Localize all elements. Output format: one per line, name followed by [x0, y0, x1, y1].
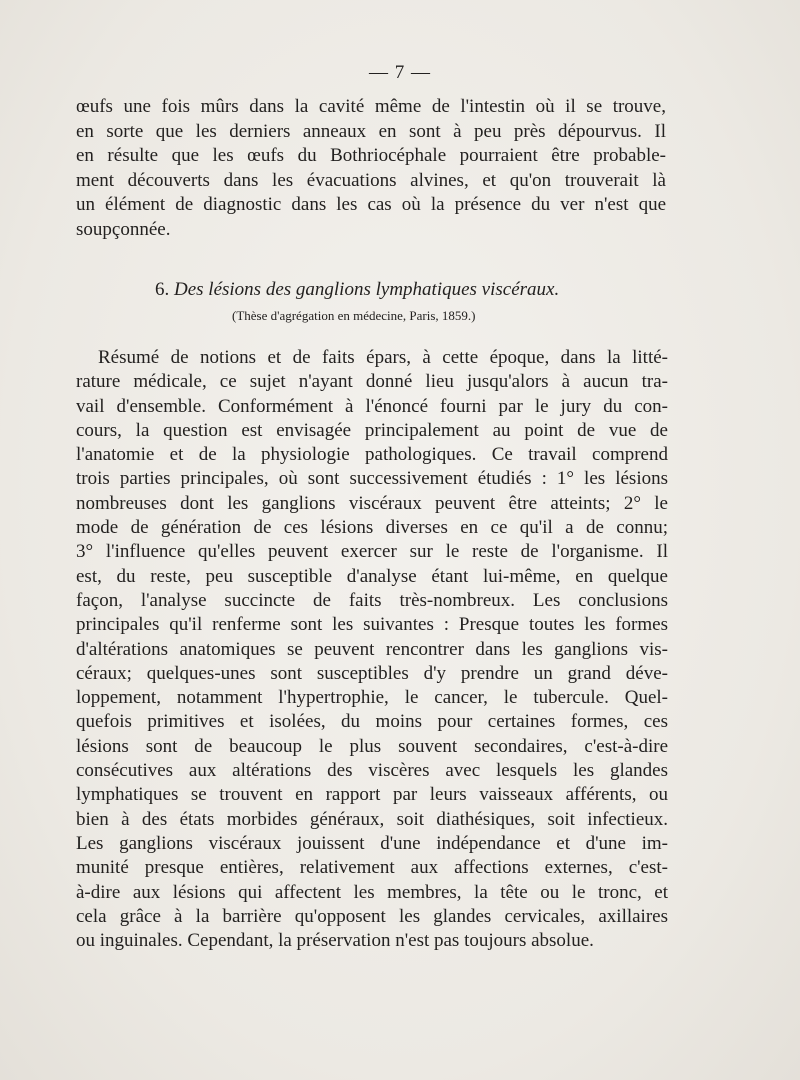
section-subtitle: (Thèse d'agrégation en médecine, Paris, 1859.) [232, 308, 476, 323]
text-line: trois parties principales, où sont successivement étudiés : 1° les lésions [76, 468, 668, 490]
text-line: à-dire aux lésions qui affectent les membres, la tête ou le tronc, et [76, 881, 668, 903]
section-heading [155, 279, 559, 301]
text-line: est, du reste, peu susceptible d'analyse étant lui-même, en quelque [76, 565, 668, 587]
text-line: soupçonnée. [76, 218, 171, 240]
text-line: ment découverts dans les évacuations alvines, et qu'on trouverait là [76, 169, 666, 191]
text-line: nombreuses dont les ganglions viscéraux peuvent être atteints; 2° le [76, 492, 668, 514]
text-line: en sorte que les derniers anneaux en sont à peu près dépourvus. Il [76, 120, 666, 142]
text-line: lymphatiques se trouvent en rapport par leurs vaisseaux afférents, ou [76, 784, 668, 806]
section-title: Des lésions des ganglions lymphatiques viscéraux. [174, 279, 560, 300]
text-line: Résumé de notions et de faits épars, à cette époque, dans la litté- [98, 347, 668, 368]
text-line: cela grâce à la barrière qu'opposent les glandes cervicales, axillaires [76, 905, 668, 927]
text-line: céraux; quelques-unes sont susceptibles d'y prendre un grand déve- [76, 662, 668, 684]
text-line: loppement, notamment l'hypertrophie, le cancer, le tubercule. Quel- [76, 687, 668, 709]
text-line: vail d'ensemble. Conformément à l'énoncé fourni par le jury du con- [76, 395, 668, 417]
text-line: rature médicale, ce sujet n'ayant donné lieu jusqu'alors à aucun tra- [76, 371, 668, 393]
intro-paragraph [76, 95, 666, 242]
body-paragraph [76, 346, 668, 953]
text-line: mode de génération de ces lésions diverses en ce qu'il a de connu; [76, 517, 668, 539]
text-line: lésions sont de beaucoup le plus souvent secondaires, c'est-à-dire [76, 735, 668, 757]
text-line: façon, l'analyse succincte de faits très-nombreux. Les conclusions [76, 589, 668, 611]
text-line: consécutives aux altérations des viscères avec lesquels les glandes [76, 760, 668, 782]
text-line: munité presque entières, relativement aux affections externes, c'est- [76, 857, 668, 879]
text-line: d'altérations anatomiques se peuvent rencontrer dans les ganglions vis- [76, 638, 668, 660]
text-line: Les ganglions viscéraux jouissent d'une indépendance et d'une im- [76, 832, 668, 854]
text-line: cours, la question est envisagée principalement au point de vue de [76, 419, 668, 441]
text-line: œufs une fois mûrs dans la cavité même de l'intestin où il se trouve, [76, 96, 666, 117]
text-line: en résulte que les œufs du Bothriocéphale pourraient être probable- [76, 145, 666, 166]
text-line: 3° l'influence qu'elles peuvent exercer sur le reste de l'organisme. Il [76, 541, 668, 563]
text-line: quefois primitives et isolées, du moins pour certaines formes, ces [76, 711, 668, 733]
text-line: ou inguinales. Cependant, la préservation n'est pas toujours absolue. [76, 930, 594, 952]
section-number: 6. [155, 279, 170, 300]
page-number: — 7 — [369, 62, 431, 83]
text-line: l'anatomie et de la physiologie pathologiques. Ce travail comprend [76, 444, 668, 466]
text-line: un élément de diagnostic dans les cas où la présence du ver n'est que [76, 194, 666, 215]
text-line: bien à des états morbides généraux, soit diathésiques, soit infectieux. [76, 808, 668, 830]
text-line: principales qu'il renferme sont les suivantes : Presque toutes les formes [76, 614, 668, 636]
